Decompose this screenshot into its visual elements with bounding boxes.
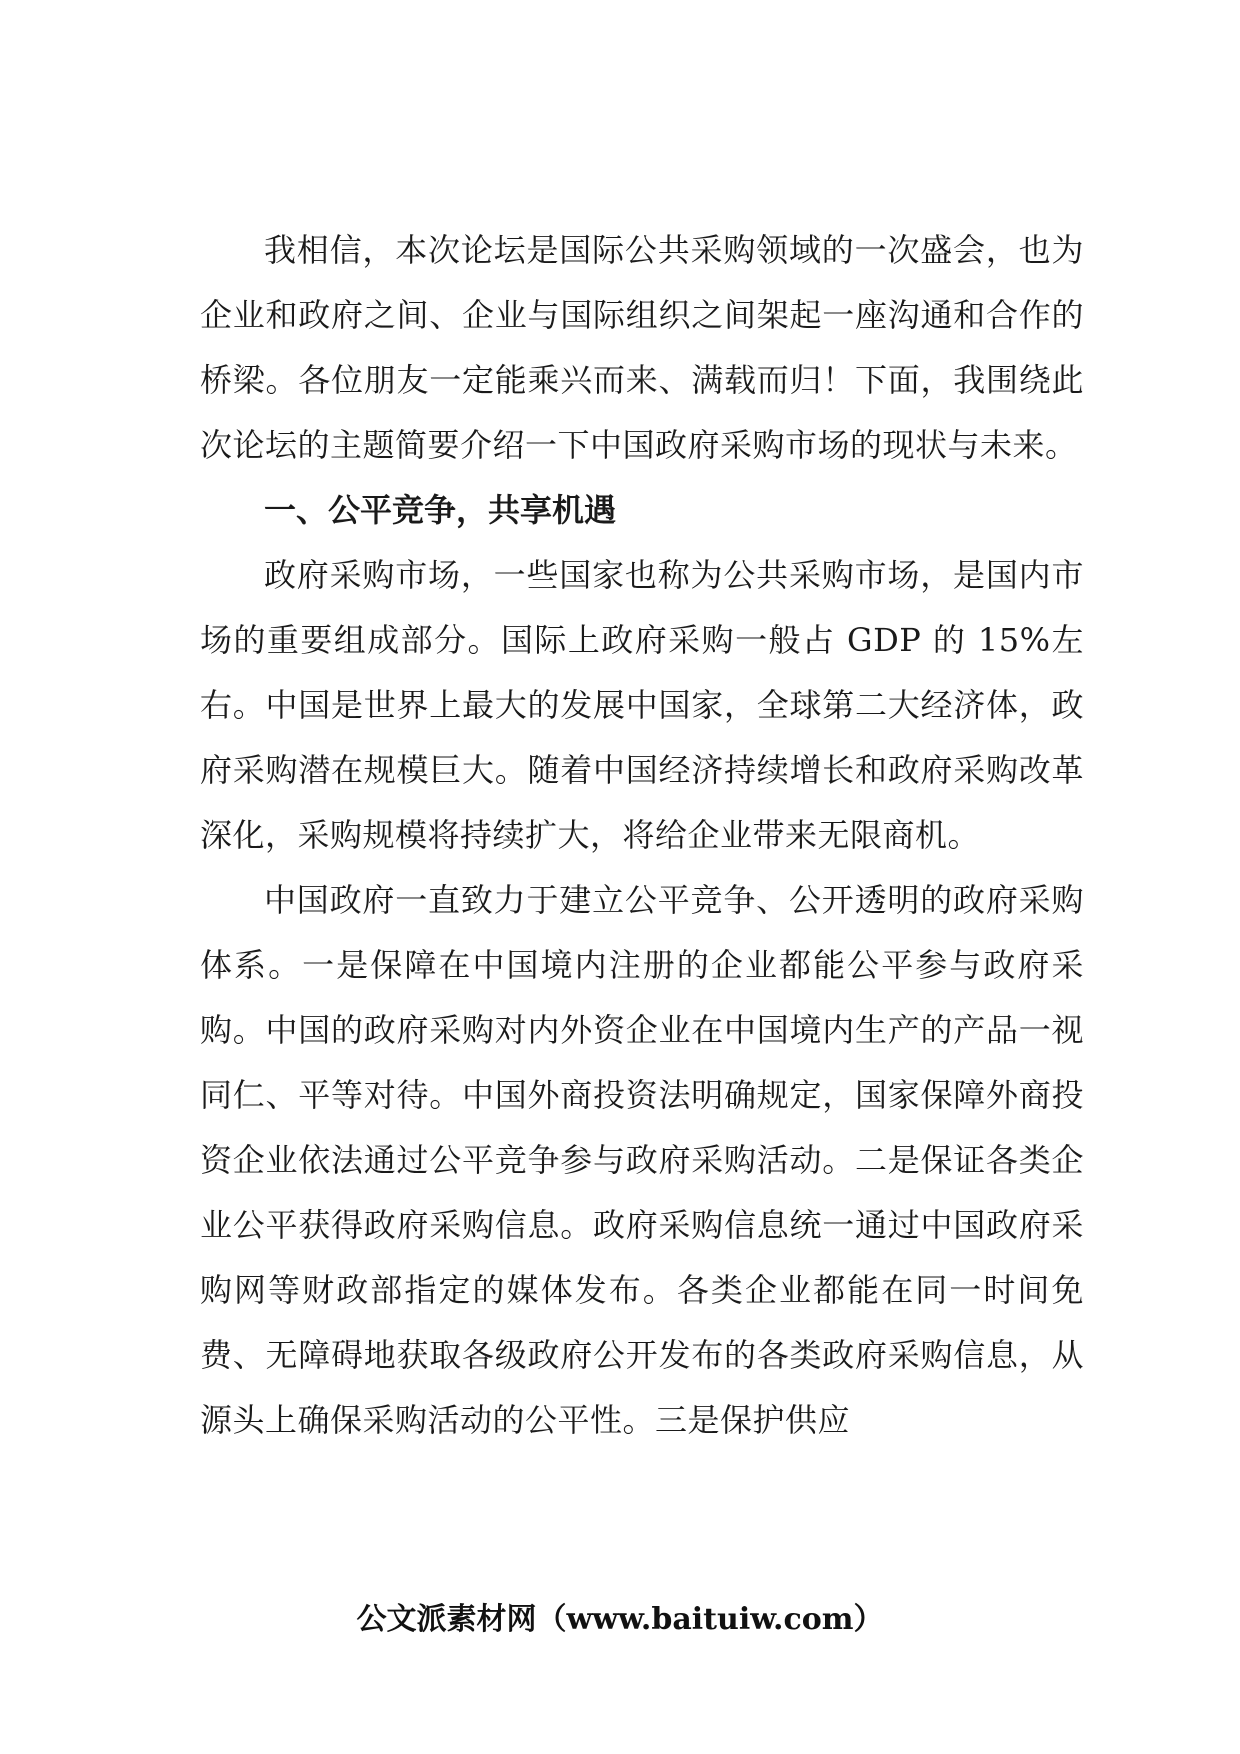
paragraph-intro: 我相信，本次论坛是国际公共采购领域的一次盛会，也为企业和政府之间、企业与国际组织之间架起一座沟通和合作的桥梁。各位朋友一定能乘兴而来、满载而归！下面，我围绕此次论坛的主题简要介绍一下中国政府采购市场的现状与未来。 <box>200 231 1084 464</box>
page-footer-watermark: 公文派素材网（www.baituiw.com） <box>356 1602 884 1637</box>
paragraph-market: 政府采购市场，一些国家也称为公共采购市场，是国内市场的重要组成部分。国际上政府采购一般占 GDP 的 15%左右。中国是世界上最大的发展中国家，全球第二大经济体，政府采购潜在规模巨大。随着中国经济持续增长和政府采购改革深化，采购规模将持续扩大，将给企业带来无限商机。 <box>200 556 1084 854</box>
section-heading: 一、公平竞争，共享机遇 <box>264 491 617 529</box>
paragraph-system: 中国政府一直致力于建立公平竞争、公开透明的政府采购体系。一是保障在中国境内注册的企业都能公平参与政府采购。中国的政府采购对内外资企业在中国境内生产的产品一视同仁、平等对待。中国外商投资法明确规定，国家保障外商投资企业依法通过公平竞争参与政府采购活动。二是保证各类企业公平获得政府采购信息。政府采购信息统一通过中国政府采购网等财政部指定的媒体发布。各类企业都能在同一时间免费、无障碍地获取各级政府公开发布的各类政府采购信息，从源头上确保采购活动的公平性。三是保护供应 <box>200 881 1084 1439</box>
document-body <box>200 218 1084 1453</box>
